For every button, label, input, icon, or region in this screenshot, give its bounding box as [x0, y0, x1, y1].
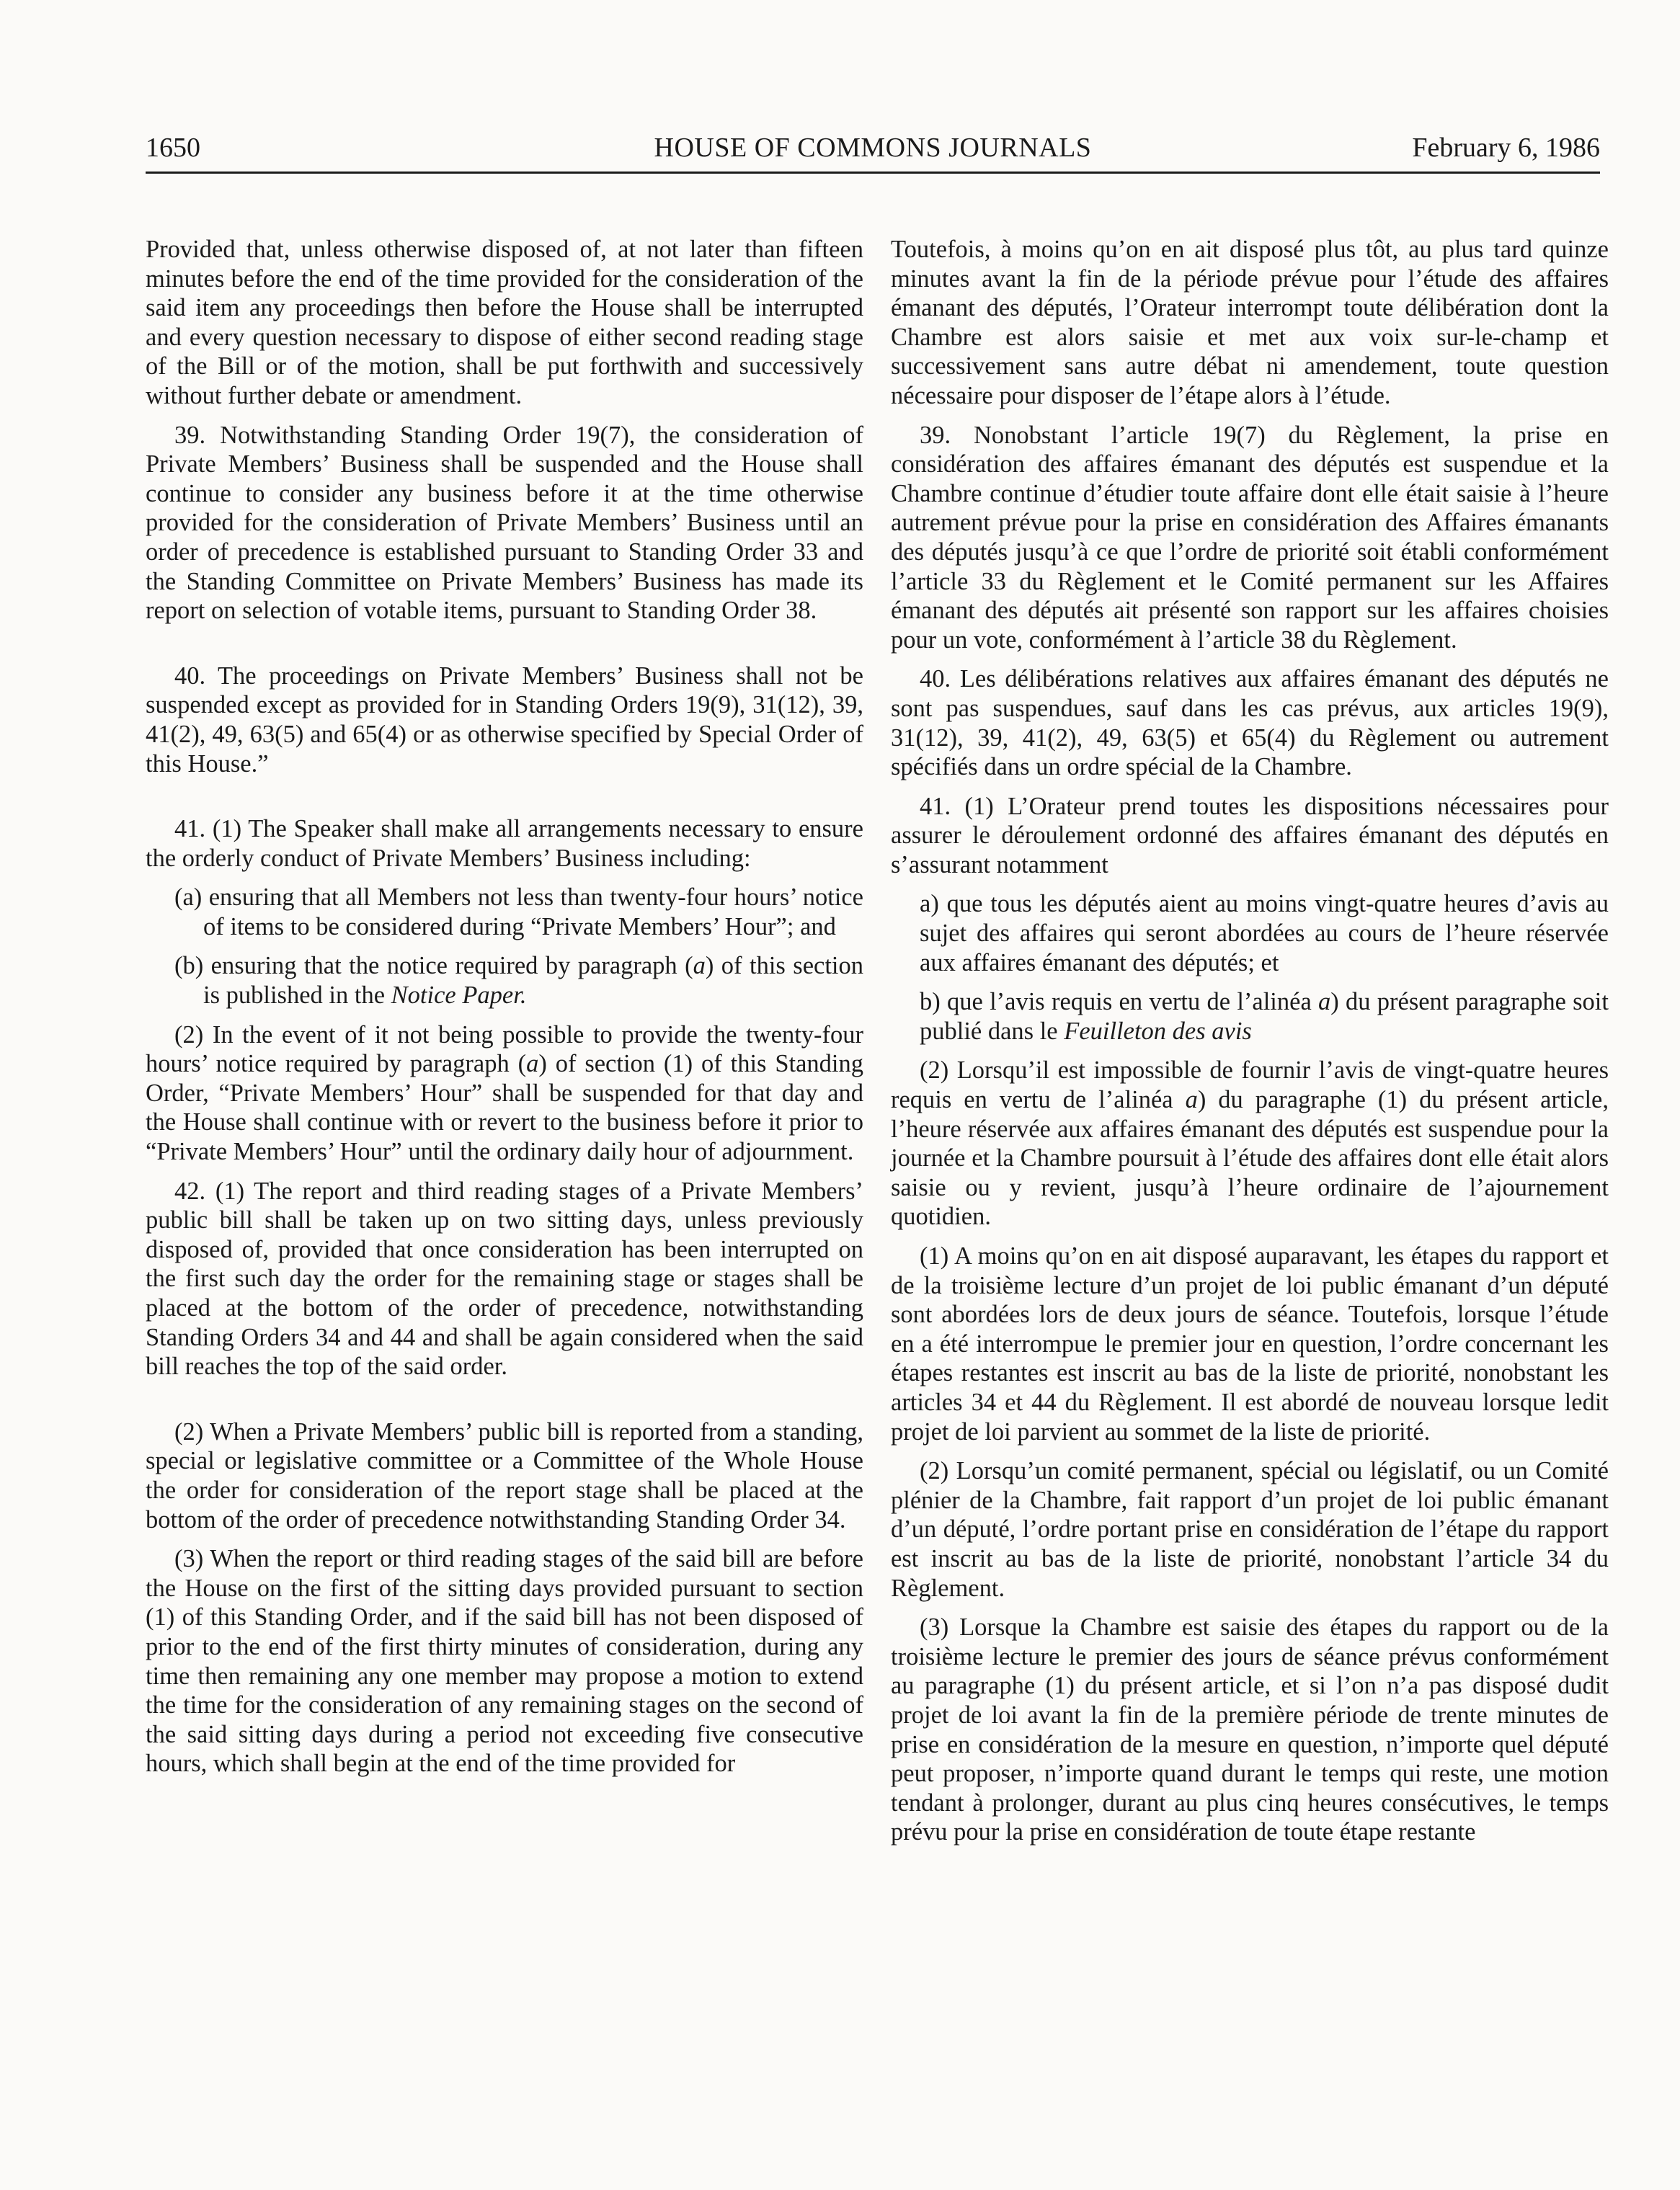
- paragraph-42-1-fr: (1) A moins qu’on en ait disposé auparavant, les étapes du rapport et de la troisième lecture d’un projet de loi public émanant d’un député sont abordées lors de deux jours de séance. Toutefois, lorsque l’étude en a été interrompue le premier jour en question, l’ordre concernant les étapes restantes est inscrit au bas de la liste de priorité, nonobstant les articles 34 et 44 du Règlement. Il est abordé de nouveau lorsque ledit projet de loi parvient au sommet de la liste de priorité.: [891, 1242, 1609, 1446]
- paragraph-42-3: (3) When the report or third reading stages of the said bill are before the House on the first of the sitting days provided pursuant to section (1) of this Standing Order, and if the said bill has not been disposed of prior to the end of the first thirty minutes of consideration, during any time then remaining any one member may propose a motion to extend the time for the consideration of any remaining stages on the second of the said sitting days during a period not exceeding five consecutive hours, which shall begin at the end of the time provided for: [146, 1545, 863, 1778]
- paragraph-41-1: 41. (1) The Speaker shall make all arrangements necessary to ensure the orderly conduct of Private Members’ Business including:: [146, 815, 863, 872]
- page-number: 1650: [146, 133, 200, 163]
- feuilleton-title: Feuilleton des avis: [1064, 1017, 1252, 1045]
- paragraph-42-1: 42. (1) The report and third reading stages of a Private Members’ public bill shall be taken up on two sitting days, unless previously disposed of, provided that once consideration has been interrupted on the first such day the order for the remaining stage or stages shall be placed at the bottom of the order of precedence, notwithstanding Standing Orders 34 and 44 and shall be again considered when the said bill reaches the top of the said order.: [146, 1177, 863, 1381]
- notice-paper-title: Notice Paper.: [391, 982, 527, 1010]
- paragraph-39: 39. Notwithstanding Standing Order 19(7), the consideration of Private Members’ Business shall be suspended and the House shall continue to consider any business before it at the time otherwise provided for the consideration of Private Members’ Business until an order of precedence is established pursuant to Standing Order 33 and the Standing Committee on Private Members’ Business has made its report on selection of votable items, pursuant to Standing Order 38.: [146, 421, 863, 625]
- english-column: [146, 235, 863, 1789]
- paragraph-proviso-fr: Toutefois, à moins qu’on en ait disposé plus tôt, au plus tard quinze minutes avant la fin de la période prévue pour l’étude des affaires émanant des députés, l’Orateur interrompt toute délibération dont la Chambre est alors saisie et met aux voix sur-le-champ et successivement sans autre débat ni amendement, toute question nécessaire pour disposer de l’étape alors à l’étude.: [891, 236, 1609, 409]
- page-date: February 6, 1986: [1412, 133, 1600, 163]
- page-header: [146, 128, 1600, 174]
- paragraph-40: 40. The proceedings on Private Members’ Business shall not be suspended except as provided for in Standing Orders 19(9), 31(12), 39, 41(2), 49, 63(5) and 65(4) or as otherwise specified by Special Order of this House.”: [146, 662, 863, 778]
- french-column: [891, 235, 1609, 1857]
- paragraph-39-fr: 39. Nonobstant l’article 19(7) du Règlement, la prise en considération des affaires émanant des députés est suspendue et la Chambre continue d’étudier toute affaire dont elle était saisie à l’heure autrement prévue pour la prise en considération des Affaires émanants des députés jusqu’à ce que l’ordre de priorité soit établi conformément l’article 33 du Règlement et le Comité permanent sur les Affaires émanant des députés ait présenté son rapport sur les affaires choisies pour un vote, conformément à l’article 38 du Règlement.: [891, 421, 1609, 654]
- item-label-b: (b): [174, 952, 204, 980]
- paragraph-40-fr: 40. Les délibérations relatives aux affaires émanant des députés ne sont pas suspendues, sauf dans les cas prévus, aux articles 19(9), 31(12), 39, 41(2), 49, 63(5) et 65(4) du Règlement ou autrement spécifiés dans un ordre spécial de la Chambre.: [891, 665, 1609, 781]
- journal-title: HOUSE OF COMMONS JOURNALS: [654, 133, 1092, 163]
- paragraph-41-b: (b) ensuring that the notice required by paragraph (a) of this section is published in the Notice Paper.: [174, 952, 864, 1010]
- paragraph-42-3-fr: (3) Lorsque la Chambre est saisie des étapes du rapport ou de la troisième lecture le premier des jours de séance prévus conformément au paragraphe (1) du présent article, et si l’on n’a pas disposé dudit projet de loi avant la fin de la première période de trente minutes de prise en considération de la mesure en question, n’importe quel député peut proposer, n’importe quand durant le temps qui reste, une motion tendant à prolonger, durant au plus cinq heures consécutives, le temps prévu pour la prise en considération de toute étape restante: [891, 1613, 1609, 1846]
- paragraph-41-2: (2) In the event of it not being possible to provide the twenty-four hours’ notice required by paragraph (a) of section (1) of this Standing Order, “Private Members’ Hour” shall be suspended for that day and the House shall continue with or revert to the business before it prior to “Private Members’ Hour” until the ordinary daily hour of adjournment.: [146, 1020, 864, 1166]
- paragraph-41-a: (a) ensuring that all Members not less than twenty-four hours’ notice of items to be considered during “Private Members’ Hour”; and: [174, 883, 863, 940]
- paragraph-41-b-fr: b) que l’avis requis en vertu de l’alinéa a) du présent paragraphe soit publié dans le Feuilleton des avis: [920, 988, 1609, 1045]
- paragraph-41-a-fr: a) que tous les députés aient au moins vingt-quatre heures d’avis au sujet des affaires qui seront abordées au cours de l’heure réservée aux affaires émanant des députés; et: [920, 890, 1609, 976]
- paragraph-41-2-fr: (2) Lorsqu’il est impossible de fournir l’avis de vingt-quatre heures requis en vertu de l’alinéa a) du paragraphe (1) du présent article, l’heure réservée aux affaires émanant des députés est suspendue pour la journée et la Chambre poursuit à l’étude des affaires dont elle était alors saisie ou y revient, jusqu’à l’heure ordinaire de l’ajournement quotidien.: [891, 1056, 1609, 1231]
- item-label-a: (a): [174, 883, 203, 912]
- paragraph-proviso: Provided that, unless otherwise disposed of, at not later than fifteen minutes before the end of the time provided for the consideration of the said item any proceedings then before the House shall be interrupted and every question necessary to dispose of either second reading stage of the Bill or of the motion, shall be put forthwith and successively without further debate or amendment.: [146, 236, 863, 409]
- paragraph-41-1-fr: 41. (1) L’Orateur prend toutes les dispositions nécessaires pour assurer le déroulement ordonné des affaires émanant des députés en s’assurant notamment: [891, 792, 1609, 878]
- paragraph-42-2-fr: (2) Lorsqu’un comité permanent, spécial ou législatif, ou un Comité plénier de la Chambre, fait rapport d’un projet de loi public émanant d’un député, l’ordre portant prise en considération de l’étape du rapport est inscrit au bas de la liste de priorité, nonobstant l’article 34 du Règlement.: [891, 1457, 1609, 1602]
- paragraph-42-2: (2) When a Private Members’ public bill is reported from a standing, special or legislative committee or a Committee of the Whole House the order for consideration of the report stage shall be placed at the bottom of the order of precedence notwithstanding Standing Order 34.: [146, 1417, 863, 1534]
